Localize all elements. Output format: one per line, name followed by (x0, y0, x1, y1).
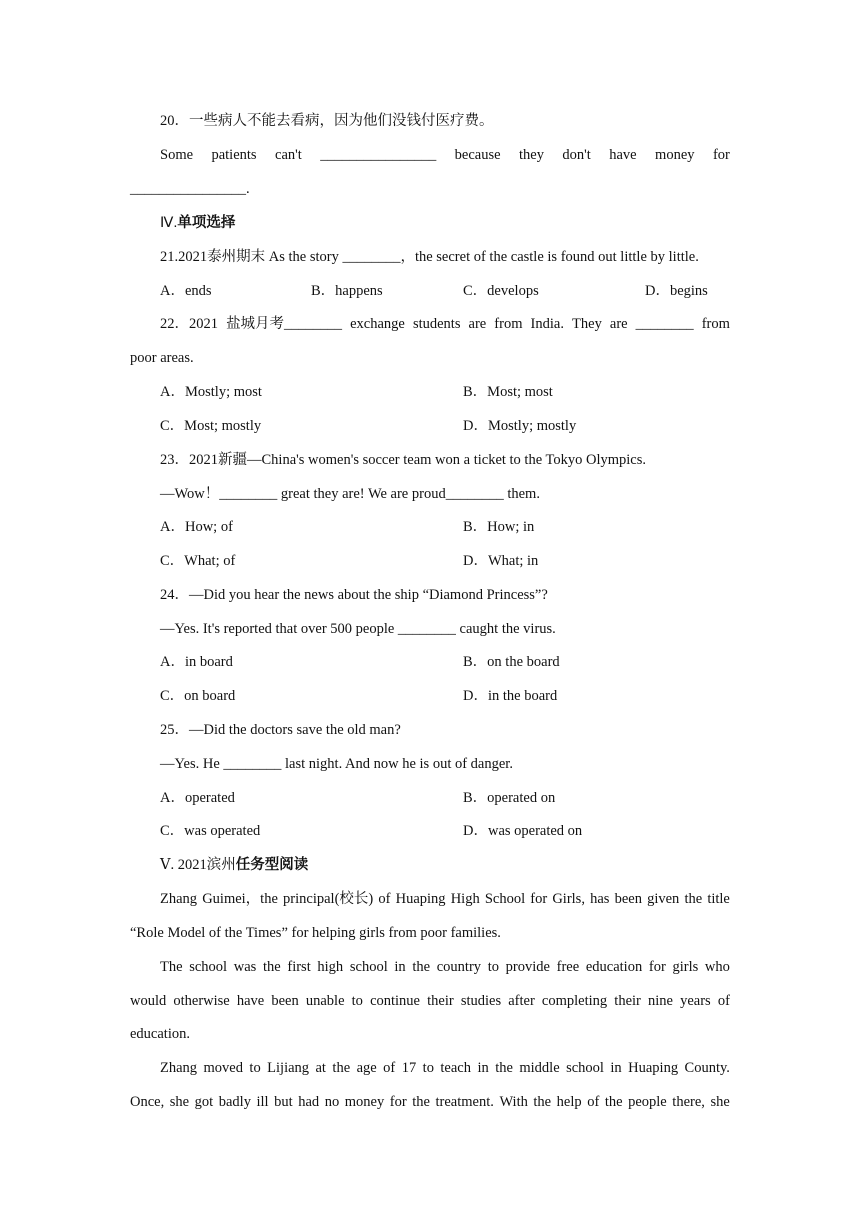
word: got (194, 1094, 214, 1110)
word: The (160, 959, 183, 975)
word: money (344, 1094, 385, 1110)
q22-option-d[interactable]: D．Mostly; mostly (463, 418, 577, 434)
word: Huaping (628, 1060, 679, 1076)
q22-option-a[interactable]: A．Mostly; most (160, 384, 262, 400)
word: she (169, 1094, 190, 1110)
word: of (717, 993, 730, 1009)
word: the (684, 891, 703, 907)
word: to (351, 993, 363, 1009)
word: treatment. (435, 1094, 494, 1110)
q25-option-a[interactable]: A．operated (160, 790, 235, 806)
word: of (587, 1094, 600, 1110)
word: the (332, 1060, 351, 1076)
passage-p3-line2 (130, 1092, 730, 1112)
q24-option-d[interactable]: D．in the board (463, 688, 558, 704)
word: she (710, 1094, 730, 1110)
word: no (324, 1094, 340, 1110)
section-iv-numeral: Ⅳ. (160, 215, 178, 231)
section-v-heading (160, 855, 730, 875)
word: of (383, 1060, 396, 1076)
word: With (499, 1094, 528, 1110)
word: for (648, 959, 666, 975)
word: School (484, 891, 526, 907)
q23-option-d[interactable]: D．What; in (463, 553, 539, 569)
q25-option-c[interactable]: C．was operated (160, 823, 261, 839)
word: in (394, 959, 406, 975)
word: High (450, 891, 480, 907)
word: Some (160, 147, 194, 163)
word: have (609, 147, 637, 163)
q22-option-c[interactable]: C．Most; mostly (160, 418, 262, 434)
word: unable (305, 993, 345, 1009)
word: they (518, 147, 544, 163)
word: been (614, 891, 642, 907)
q20-line2: ________________. (130, 181, 250, 197)
word: middle (519, 1060, 560, 1076)
word: was (233, 959, 257, 975)
word: the (412, 1094, 430, 1110)
q23-stem: 23．2021新疆—China's women's soccer team won a ticket to the Tokyo Olympics. (160, 452, 646, 468)
word: ________ (635, 316, 694, 332)
word: India. (530, 316, 564, 332)
q22-stem-cont: poor areas. (130, 350, 194, 366)
word: principal(校长) (283, 891, 374, 907)
word: They (572, 316, 602, 332)
word: school (189, 959, 228, 975)
word: are (468, 316, 487, 332)
word: 17 (401, 1060, 417, 1076)
word: don't (562, 147, 591, 163)
word: who (704, 959, 730, 975)
word: for (389, 1094, 407, 1110)
word: has (590, 891, 610, 907)
word: after (508, 993, 535, 1009)
word: girls (672, 959, 699, 975)
word: first (287, 959, 311, 975)
word: 22．2021 (160, 316, 218, 332)
word: for (712, 147, 730, 163)
word: had (298, 1094, 320, 1110)
word: in (477, 1060, 489, 1076)
word: school (349, 959, 388, 975)
word: because (454, 147, 501, 163)
word: continue (370, 993, 420, 1009)
word: their (427, 993, 454, 1009)
word: are (609, 316, 628, 332)
word: help (556, 1094, 582, 1110)
section-iv-heading (160, 213, 730, 233)
word: badly (218, 1094, 251, 1110)
word: would (130, 993, 167, 1009)
word: the (604, 1094, 623, 1110)
q21-stem: 21.2021泰州期末 As the story ________，the secret of the castle is found out little by little. (160, 249, 699, 265)
word: Once, (130, 1094, 165, 1110)
section-iv-title: 单项选择 (177, 215, 236, 231)
word: 盐城月考________ (226, 316, 343, 332)
q20-stem: 20．一些病人不能去看病，因为他们没钱付医疗费。 (160, 113, 494, 129)
q21-option-b[interactable]: B．happens (311, 283, 383, 299)
word: people (628, 1094, 667, 1110)
q24-option-c[interactable]: C．on board (160, 688, 236, 704)
q21-option-c[interactable]: C．develops (463, 283, 539, 299)
q24-option-a[interactable]: A．in board (160, 654, 233, 670)
word: years (680, 993, 711, 1009)
q25-reply: —Yes. He ________ last night. And now he is out of danger. (160, 756, 513, 772)
word: ill (256, 1094, 269, 1110)
q22-stem (160, 314, 730, 334)
word: teach (440, 1060, 471, 1076)
word: studies (460, 993, 502, 1009)
q24-stem: 24．—Did you hear the news about the ship “Diamond Princess”? (160, 587, 548, 603)
q23-option-b[interactable]: B．How; in (463, 519, 535, 535)
passage-p3-line1 (160, 1058, 730, 1078)
word: ________________ (320, 147, 437, 163)
word: but (274, 1094, 293, 1110)
q24-option-b[interactable]: B．on the board (463, 654, 560, 670)
word: there, (672, 1094, 705, 1110)
word: the (412, 959, 431, 975)
word: education (585, 959, 643, 975)
word: country (436, 959, 482, 975)
word: to (249, 1060, 261, 1076)
q25-stem: 25．—Did the doctors save the old man? (160, 722, 401, 738)
word: money (655, 147, 695, 163)
word: the (262, 959, 281, 975)
word: otherwise (173, 993, 230, 1009)
word: of (378, 891, 391, 907)
word: moved (203, 1060, 243, 1076)
word: Guimei，the (202, 891, 278, 907)
word: can't (275, 147, 302, 163)
word: Zhang (160, 891, 198, 907)
passage-p2-line3: education. (130, 1026, 190, 1042)
q21-option-d[interactable]: D．begins (645, 283, 708, 299)
q22-option-b[interactable]: B．Most; most (463, 384, 553, 400)
word: age (356, 1060, 377, 1076)
word: title (707, 891, 730, 907)
passage-p2-line1 (160, 957, 730, 977)
word: to (487, 959, 499, 975)
word: provide (505, 959, 550, 975)
q20-line1 (160, 145, 730, 165)
word: the (533, 1094, 552, 1110)
q23-option-c[interactable]: C．What; of (160, 553, 236, 569)
word: the (495, 1060, 513, 1076)
passage-p1-line2: “Role Model of the Times” for helping girls from poor families. (130, 925, 501, 941)
word: in (610, 1060, 622, 1076)
word: free (556, 959, 580, 975)
word: at (315, 1060, 326, 1076)
q23-option-a[interactable]: A．How; of (160, 519, 233, 535)
word: given (647, 891, 680, 907)
word: their (614, 993, 641, 1009)
section-v-numeral: Ⅴ. 2021滨州 (160, 857, 236, 873)
passage-p1-line1 (160, 889, 730, 909)
word: completing (541, 993, 608, 1009)
q21-option-a[interactable]: A．ends (160, 283, 212, 299)
word: nine (648, 993, 673, 1009)
word: students (412, 316, 461, 332)
q25-option-d[interactable]: D．was operated on (463, 823, 583, 839)
word: Huaping (395, 891, 446, 907)
word: high (317, 959, 344, 975)
section-v-title: 任务型阅读 (235, 857, 309, 873)
word: school (566, 1060, 604, 1076)
word: Girls, (552, 891, 585, 907)
passage-p2-line2 (130, 991, 730, 1011)
word: County. (684, 1060, 730, 1076)
word: for (530, 891, 548, 907)
word: Lijiang (267, 1060, 310, 1076)
word: been (271, 993, 299, 1009)
q25-option-b[interactable]: B．operated on (463, 790, 556, 806)
word: have (236, 993, 265, 1009)
word: from (494, 316, 523, 332)
word: to (422, 1060, 434, 1076)
word: patients (211, 147, 257, 163)
word: exchange (350, 316, 405, 332)
word: from (701, 316, 730, 332)
word: Zhang (160, 1060, 198, 1076)
q23-reply: —Wow！________ great they are! We are proud________ them. (160, 486, 540, 502)
q24-reply: —Yes. It's reported that over 500 people ________ caught the virus. (160, 621, 556, 637)
